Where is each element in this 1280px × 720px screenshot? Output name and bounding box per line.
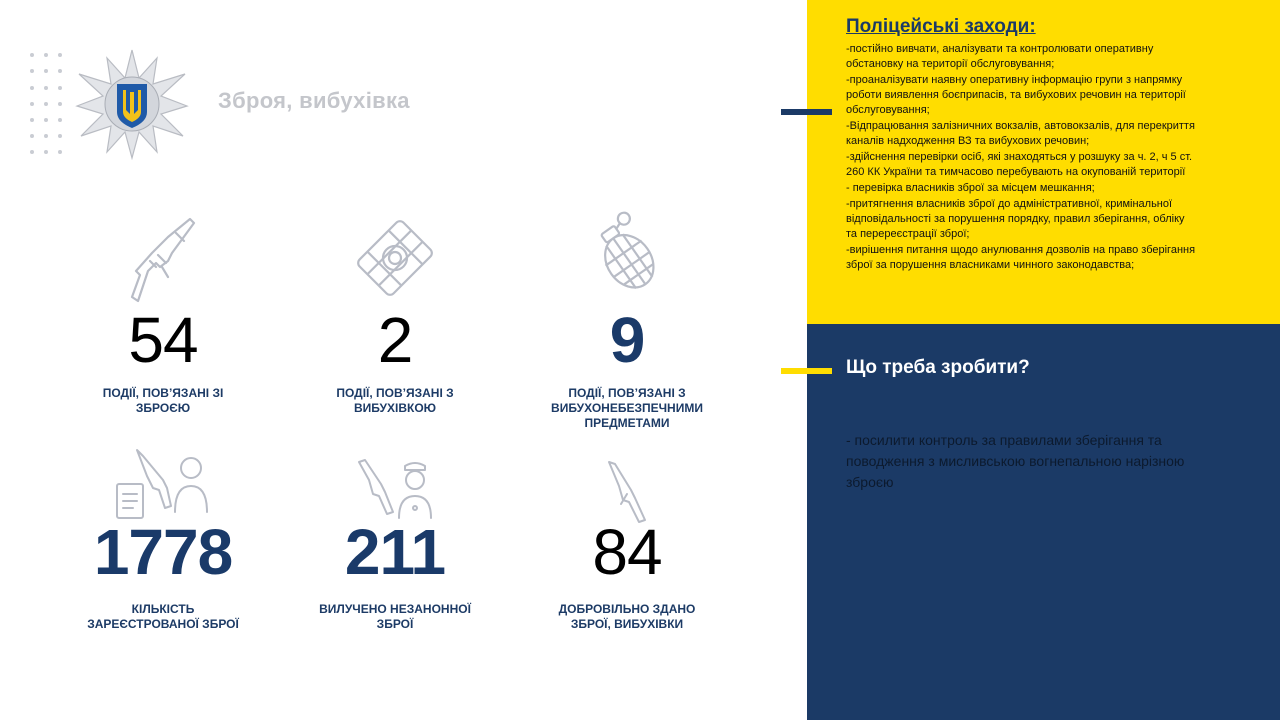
stat-label-line-1: ПОДІЇ, ПОВ’ЯЗАНІ ЗІ [102,386,224,400]
accent-bar-yellow [781,368,832,374]
stat-label [527,602,727,632]
stat-label-line-1: КІЛЬКІСТЬ [131,602,195,616]
stat-seized-illegal-weapons [295,442,495,642]
list-item: -здійснення перевірки осіб, які знаходяться у розшуку за ч. 2, ч 5 ст. 260 КК України та тимчасово перебувають на окупованій території [846,151,1193,178]
stat-value: 54 [128,304,198,376]
stat-label-line-2: ВИБУХОНЕБЕЗПЕЧНИМИ [551,401,703,415]
stat-weapon-events [63,210,263,430]
stat-voluntarily-surrendered [527,442,727,642]
stat-label [295,602,495,632]
dot-grid-decoration [30,53,66,155]
stat-label-line-1: ПОДІЇ, ПОВ’ЯЗАНІ З [568,386,686,400]
stat-label-line-3: ПРЕДМЕТАМИ [584,416,670,430]
stat-label [295,386,495,416]
stat-label [63,386,263,416]
stat-label-line-2: ЗБРОЇ [376,617,414,631]
todo-title: Що треба зробити? [846,357,1030,378]
stat-value: 84 [592,516,662,588]
list-item: -Відпрацювання залізничних вокзалів, автовокзалів, для перекриття каналів надходження ВЗ та вибухових речовин; [846,120,1195,147]
stat-label-line-2: ЗБРОЄЮ [135,401,191,415]
list-item: -притягнення власників зброї до адміністративної, кримінальної відповідальності за порушення порядку, правил зберігання, обліку та перереєстрації зброї; [846,198,1185,240]
grenade-icon [587,210,667,299]
stat-label [527,386,727,431]
rifle-icon [128,215,198,310]
slide-title: Зброя, вибухівка [218,88,410,113]
police-star-trident-emblem [73,48,191,160]
rifle-officer-icon [355,458,435,525]
todo-panel [807,324,1280,720]
measures-title: Поліцейські заходи: [846,16,1036,37]
accent-bar-navy [781,109,832,115]
stat-explosive-events [295,210,495,430]
stat-label-line-2: ЗБРОЇ, ВИБУХІВКИ [570,617,684,631]
todo-text: - посилити контроль за правилами зберігання та поводження з мисливською вогнепальною нарізною зброєю [846,432,1185,490]
stat-value: 2 [377,304,413,376]
stat-label-line-1: ВИЛУЧЕНО НЕЗАНОННОЇ [319,602,471,616]
stat-label-line-1: ПОДІЇ, ПОВ’ЯЗАНІ З [336,386,454,400]
stat-value: 211 [344,516,446,588]
measures-list [846,42,1196,274]
stat-value: 9 [609,304,645,376]
list-item: -проаналізувати наявну оперативну інформацію групи з напрямку роботи виявлення боєприпасів, та вибухових речовин на території обслуговування; [846,74,1186,116]
list-item: - перевірка власників зброї за місцем мешкання; [846,182,1095,194]
list-item: -вирішення питання щодо анулювання дозволів на право зберігання зброї за порушення власниками чинного законодавства; [846,244,1196,271]
stat-label-line-2: ВИБУХІВКОЮ [353,401,437,415]
stat-label-line-2: ЗАРЕЄСТРОВАНОЇ ЗБРОЇ [87,617,239,631]
stat-explosive-items-events [527,210,727,440]
stat-label [63,602,263,632]
stat-registered-weapons [63,442,263,642]
stat-label-line-1: ДОБРОВІЛЬНО ЗДАНО [558,602,696,616]
list-item: -постійно вивчати, аналізувати та контролювати оперативну обстановку на території обслуговування; [846,43,1154,70]
stat-value: 1778 [93,516,233,588]
explosive-charge-icon [350,212,440,309]
